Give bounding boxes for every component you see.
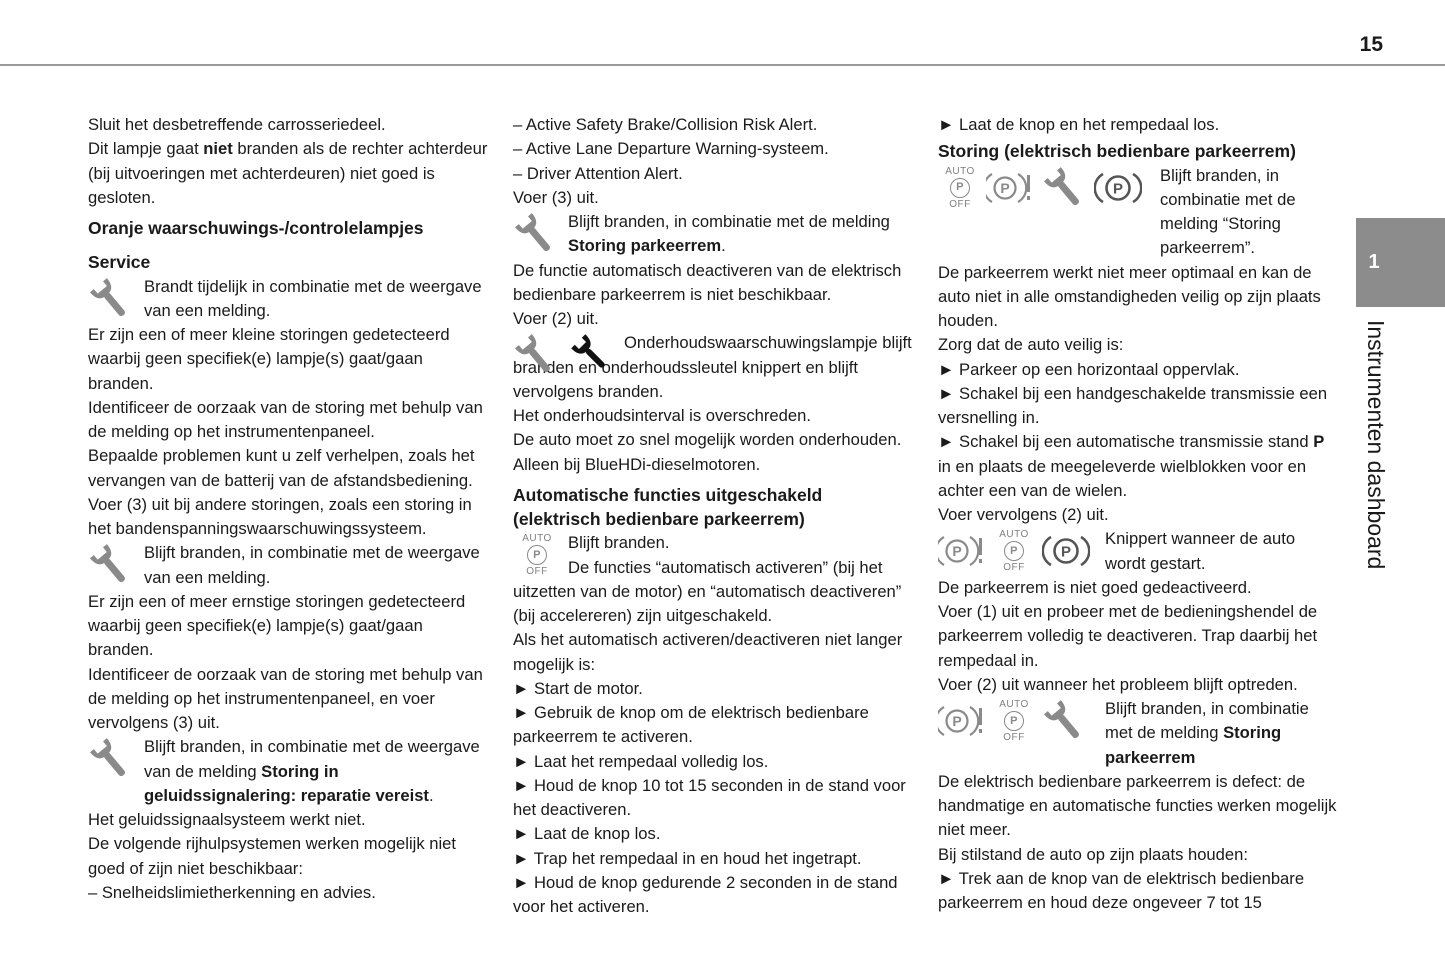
paragraph: Het geluidssignaalsysteem werkt niet. (88, 810, 366, 829)
section-heading-auto-off: Automatische functies uitgeschakeld (elektrisch bedienbare parkeerrem) (513, 484, 823, 529)
list-item: ► Laat de knop en het rempedaal los. (938, 115, 1220, 134)
parking-brake-warning-icon (938, 531, 986, 571)
list-item: ► Trap het rempedaal in en houd het ingetrapt. (513, 848, 862, 868)
spanner-icon (571, 334, 611, 374)
page-number: 15 (1359, 33, 1383, 56)
list-item: ► Schakel bij een automatische transmissie stand P in en plaats de meegeleverde wielblokken voor en achter een van de wielen. (938, 432, 1325, 500)
list-item: ► Laat de knop los. (513, 824, 661, 844)
list-item: – Active Lane Departure Warning-systeem. (513, 139, 829, 159)
paragraph: De functie automatisch deactiveren van de elektrisch bedienbare parkeerrem is niet beschikbaar. (513, 260, 902, 304)
paragraph: De parkeerrem is niet goed gedeactiveerd. (938, 577, 1252, 597)
chapter-tab (1356, 218, 1445, 307)
chapter-title: Instrumenten dashboard (1363, 320, 1389, 570)
paragraph: Voer (1) uit en probeer met de bedieningshendel de parkeerrem volledig te deactiveren. Trap daarbij het rempedaal in. (938, 602, 1318, 670)
wrench-icon (513, 334, 557, 376)
column-3 (938, 113, 1338, 915)
paragraph: De volgende rijhulpsystemen werken mogelijk niet goed of zijn niet beschikbaar: (88, 834, 457, 878)
icon-row: Blijft branden, in combinatie met de melding Storing parkeerrem. (513, 210, 913, 259)
paragraph: De auto moet zo snel mogelijk worden onderhouden. (513, 430, 902, 450)
paragraph: Bepaalde problemen kunt u zelf verhelpen, zoals het vervangen van de batterij van de afstandsbediening. (88, 446, 475, 490)
list-item: ► Trek aan de knop van de elektrisch bedienbare parkeerrem en houd deze ongeveer 7 tot 15 (938, 868, 1305, 912)
icon-row: Brandt tijdelijk in combinatie met de weergave van een melding. (88, 275, 488, 324)
paragraph: Voer vervolgens (2) uit. (938, 505, 1109, 524)
list-item: ► Laat het rempedaal volledig los. (513, 751, 769, 771)
auto-off-icon: AUTO P OFF (522, 533, 552, 578)
wrench-icon (88, 738, 132, 780)
paragraph: Er zijn een of meer ernstige storingen gedetecteerd waarbij geen specifiek(e) lampje(s) gaat/gaan branden. (88, 591, 466, 660)
parking-brake-warning-icon (986, 168, 1034, 208)
chapter-number: 1 (1368, 251, 1380, 273)
list-item: ► Parkeer op een horizontaal oppervlak. (938, 359, 1240, 379)
parking-brake-warning-icon (938, 701, 986, 741)
header-rule (0, 64, 1445, 66)
paragraph: Alleen bij BlueHDi-dieselmotoren. (513, 454, 761, 474)
icon-row: AUTO P OFF Blijft branden. De functies “automatisch activeren” (bij het uitzetten van de motor) en “automatisch deactiveren” (bij accelereren) zijn uitgeschakeld. (513, 533, 902, 625)
paragraph: Als het automatisch activeren/deactiveren niet langer mogelijk is: (513, 630, 903, 674)
list-item: – Driver Attention Alert. (513, 163, 683, 183)
paragraph: Dit lampje gaat niet branden als de rechter achterdeur (bij uitvoeringen met achterdeuren) niet goed is gesloten. (88, 139, 488, 207)
paragraph: Identificeer de oorzaak van de storing met behulp van de melding op het instrumentenpaneel. (88, 397, 483, 441)
list-item: ► Schakel bij een handgeschakelde transmissie een versnelling in. (938, 383, 1328, 427)
list-item: – Snelheidslimietherkenning en advies. (88, 882, 376, 902)
section-heading-brake-fault: Storing (elektrisch bedienbare parkeerrem) (938, 141, 1296, 162)
paragraph: Er zijn een of meer kleine storingen gedetecteerd waarbij geen specifiek(e) lampje(s) gaat/gaan branden. (88, 325, 450, 393)
column-2 (513, 113, 913, 919)
paragraph: Sluit het desbetreffende carrosseriedeel. (88, 115, 386, 134)
icon-row: Onderhoudswaarschuwingslampje blijft branden en onderhoudssleutel knippert en blijft vervolgens branden. (513, 333, 912, 401)
parking-brake-icon (1042, 531, 1090, 571)
paragraph: Voer (2) uit. (513, 309, 599, 328)
paragraph: Zorg dat de auto veilig is: (938, 335, 1124, 355)
wrench-icon (1042, 700, 1086, 742)
list-item: – Active Safety Brake/Collision Risk Alert. (513, 115, 818, 134)
icon-row: AUTO P OFF Blijft branden, in combinatie met de melding Storing parkeerrem (938, 697, 1338, 770)
icon-row: Blijft branden, in combinatie met de weergave van een melding. (88, 541, 488, 590)
list-item: ► Houd de knop 10 tot 15 seconden in de stand voor het deactiveren. (513, 775, 906, 819)
icon-row: AUTO P OFF Knippert wanneer de auto wordt gestart. (938, 527, 1338, 576)
auto-off-icon: AUTO P OFF (999, 529, 1029, 574)
paragraph: Voer (2) uit wanneer het probleem blijft optreden. (938, 674, 1298, 694)
auto-off-icon: AUTO P OFF (999, 699, 1029, 743)
auto-off-icon: AUTO P OFF (945, 165, 975, 210)
paragraph: Het onderhoudsinterval is overschreden. (513, 406, 811, 425)
paragraph: Voer (3) uit bij andere storingen, zoals een storing in het bandenspanningswaarschuwingssysteem. (88, 494, 472, 538)
wrench-icon (1042, 167, 1086, 209)
paragraph: De elektrisch bedienbare parkeerrem is defect: de handmatige en automatische functies werken mogelijk niet meer. (938, 771, 1337, 840)
wrench-icon (513, 213, 557, 255)
list-item: ► Houd de knop gedurende 2 seconden in de stand voor het activeren. (513, 872, 898, 916)
list-item: ► Gebruik de knop om de elektrisch bedienbare parkeerrem te activeren. (513, 703, 869, 747)
column-1 (88, 113, 488, 905)
paragraph: Identificeer de oorzaak van de storing met behulp van de melding op het instrumentenpaneel, en voer vervolgens (3) uit. (88, 664, 483, 732)
paragraph: De parkeerrem werkt niet meer optimaal en kan de auto niet in alle omstandigheden veilig op zijn plaats houden. (938, 262, 1321, 330)
wrench-icon (88, 278, 132, 320)
icon-row: AUTO P OFF Blijft branden, in combinatie met de melding “Storing parkeerrem”. (938, 164, 1338, 261)
section-heading-orange-lamps: Oranje waarschuwings-/controlelampjes (88, 218, 424, 238)
paragraph: Bij stilstand de auto op zijn plaats houden: (938, 844, 1248, 864)
wrench-icon (88, 544, 132, 586)
section-heading-service: Service (88, 252, 151, 273)
paragraph: Voer (3) uit. (513, 187, 599, 207)
icon-row: Blijft branden, in combinatie met de weergave van de melding Storing in geluidssignalering: reparatie vereist. (88, 735, 488, 808)
list-item: ► Start de motor. (513, 678, 643, 698)
parking-brake-icon (1094, 168, 1142, 208)
